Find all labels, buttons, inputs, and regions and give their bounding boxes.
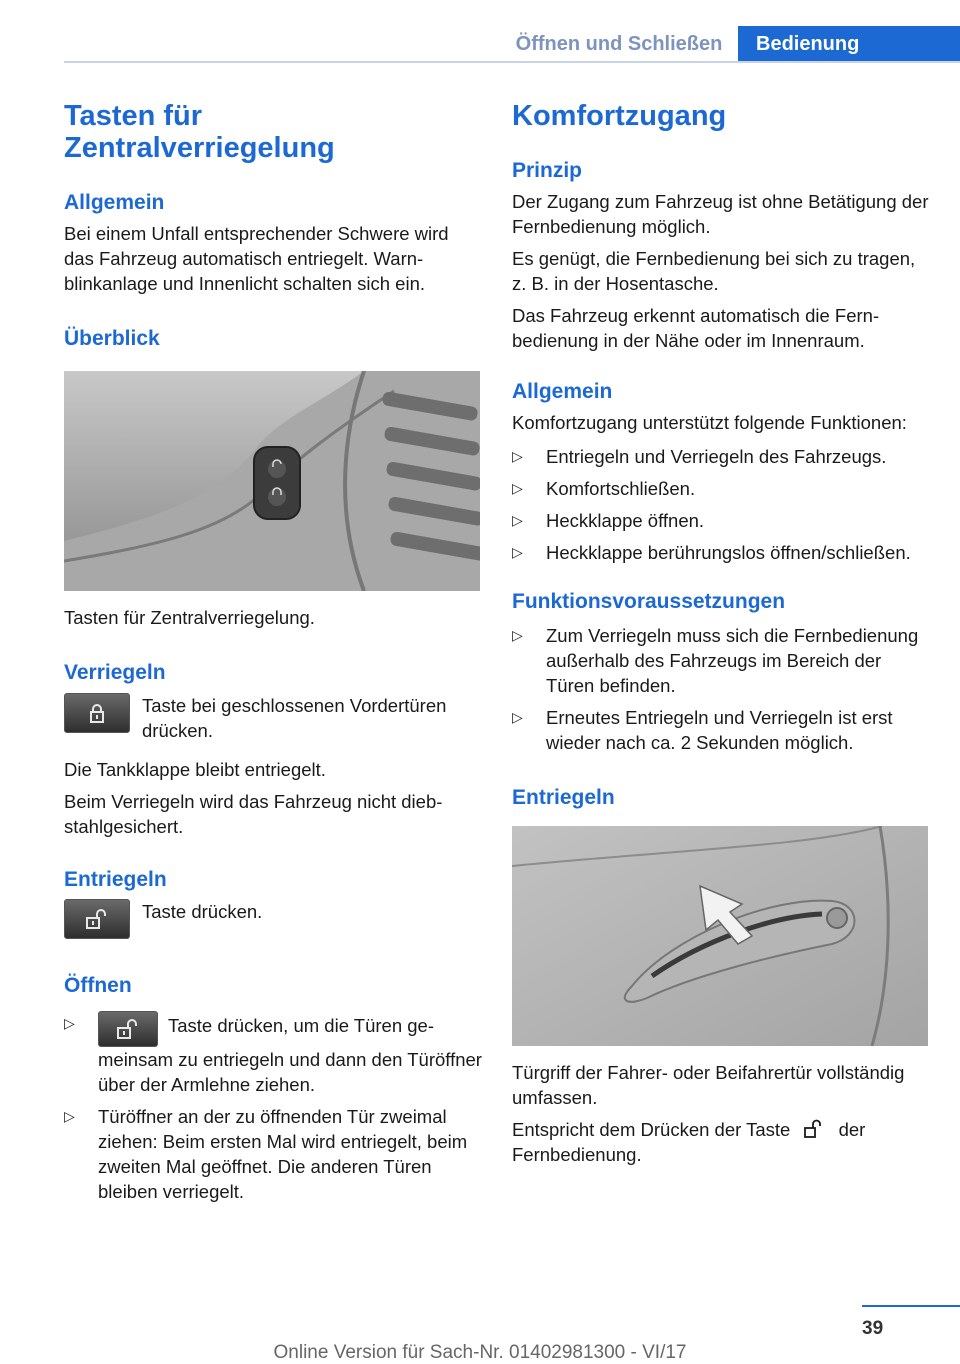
general-bullet-text: Heckklappe berührungslos öffnen/schließen.: [546, 542, 911, 563]
requirement-bullet-text: Erneutes Entriegeln und Verriegeln ist erst wieder nach ca. 2 Sekunden möglich.: [546, 707, 893, 753]
open-heading: Öffnen: [64, 974, 132, 997]
principle-text-3: Das Fahrzeug erkennt automatisch die Fernbedienung in der Nähe oder im Innenraum.: [512, 305, 880, 351]
list-item: [64, 1104, 482, 1204]
lock-heading: Verriegeln: [64, 661, 166, 684]
right-column: [512, 100, 930, 1167]
unlock-icon: [799, 1119, 829, 1139]
general-bullet-text: Entriegeln und Verriegeln des Fahrzeugs.: [546, 446, 887, 467]
unlock-button-image: [64, 899, 130, 939]
lock-note-fuel: Die Tankklappe bleibt entriegelt.: [64, 759, 326, 780]
principle-text-2: Es genügt, die Fernbedienung bei sich zu tragen, z. B. in der Hosentasche.: [512, 248, 916, 294]
list-item: [512, 444, 930, 469]
overview-caption: Tasten für Zentralverriegelung.: [64, 607, 315, 628]
list-item: [512, 623, 930, 698]
triangle-right-icon: ▷: [512, 448, 523, 464]
triangle-right-icon: ▷: [512, 512, 523, 528]
unlock-icon: [84, 908, 110, 930]
triangle-right-icon: ▷: [512, 480, 523, 496]
lock-icon: [85, 702, 109, 724]
triangle-right-icon: ▷: [512, 627, 523, 643]
footer-divider: [862, 1305, 960, 1307]
remote-note-before: Entspricht dem Drücken der Taste: [512, 1119, 791, 1140]
left-unlock-heading: Entriegeln: [64, 868, 167, 891]
triangle-right-icon: ▷: [64, 1108, 75, 1124]
general-bullet-text: Heckklappe öffnen.: [546, 510, 705, 531]
list-item: [512, 540, 930, 565]
online-version-note: Online Version für Sach-Nr. 01402981300 - VI/17: [273, 1342, 687, 1363]
overview-heading: Überblick: [64, 327, 160, 350]
general-bullet-text: Komfortschließen.: [546, 478, 696, 499]
open-bullet-text: Taste drücken, um die Türen gemeinsam zu entriegeln und dann den Türöffner über der Armlehne ziehen.: [98, 1015, 482, 1095]
principle-heading: Prinzip: [512, 159, 583, 182]
door-handle-illustration: [512, 826, 928, 1046]
header-chapter-tab: Bedienung: [738, 26, 960, 62]
lock-button-image: [64, 693, 130, 733]
requirements-heading: Funktionsvoraussetzungen: [512, 590, 786, 613]
unlock-button-image: [98, 1011, 158, 1047]
left-column: [64, 100, 482, 1204]
open-bullet-text: Türöffner an der zu öffnenden Tür zweimal ziehen: Beim ersten Mal wird entriegelt, beim zweiten Mal geöffnet. Die anderen Türen bleiben verriegelt.: [98, 1106, 468, 1202]
left-general-text: Bei einem Unfall entsprechender Schwere wird das Fahrzeug automatisch entriegelt. Warnblinkanlage und Innenlicht schalten sich ein.: [64, 223, 449, 294]
list-item: [512, 705, 930, 755]
remote-note: [512, 1117, 930, 1167]
lock-text: Taste bei geschlossenen Vordertüren drücken.: [142, 695, 447, 741]
unlock-icon: [115, 1018, 141, 1040]
right-general-heading: Allgemein: [512, 380, 613, 403]
list-item: [512, 508, 930, 533]
left-general-heading: Allgemein: [64, 191, 165, 214]
unlock-instruction: [64, 899, 482, 939]
door-handle-caption: Türgriff der Fahrer- oder Beifahrertür vollständig umfassen.: [512, 1062, 905, 1108]
door-handle-photo: [512, 826, 928, 1046]
list-item: [512, 476, 930, 501]
triangle-right-icon: ▷: [64, 1015, 75, 1031]
right-unlock-heading: Entriegeln: [512, 786, 615, 809]
left-section-title: Tasten für Zentralverriegelung: [64, 100, 335, 164]
lock-note-theft: Beim Verriegeln wird das Fahrzeug nicht diebstahlgesichert.: [64, 791, 443, 837]
right-general-text: Komfortzugang unterstützt folgende Funktionen:: [512, 412, 907, 433]
door-panel-illustration: [64, 371, 480, 591]
triangle-right-icon: ▷: [512, 544, 523, 560]
open-bullet-1: [98, 1011, 482, 1097]
page-number: 39: [862, 1318, 884, 1339]
header-section-title: Öffnen und Schließen: [515, 33, 723, 55]
triangle-right-icon: ▷: [512, 709, 523, 725]
header-divider: [64, 61, 960, 63]
right-section-title: Komfortzugang: [512, 100, 727, 132]
list-item: [64, 1011, 482, 1097]
lock-instruction: [64, 693, 482, 743]
principle-text-1: Der Zugang zum Fahrzeug ist ohne Betätigung der Fernbedienung möglich.: [512, 191, 929, 237]
remote-note-after: der Fernbedienung.: [512, 1119, 866, 1165]
central-lock-buttons-photo: [64, 371, 480, 591]
requirement-bullet-text: Zum Verriegeln muss sich die Fernbedienung außerhalb des Fahrzeugs im Bereich der Türen befinden.: [546, 625, 919, 696]
unlock-text: Taste drücken.: [142, 901, 263, 922]
